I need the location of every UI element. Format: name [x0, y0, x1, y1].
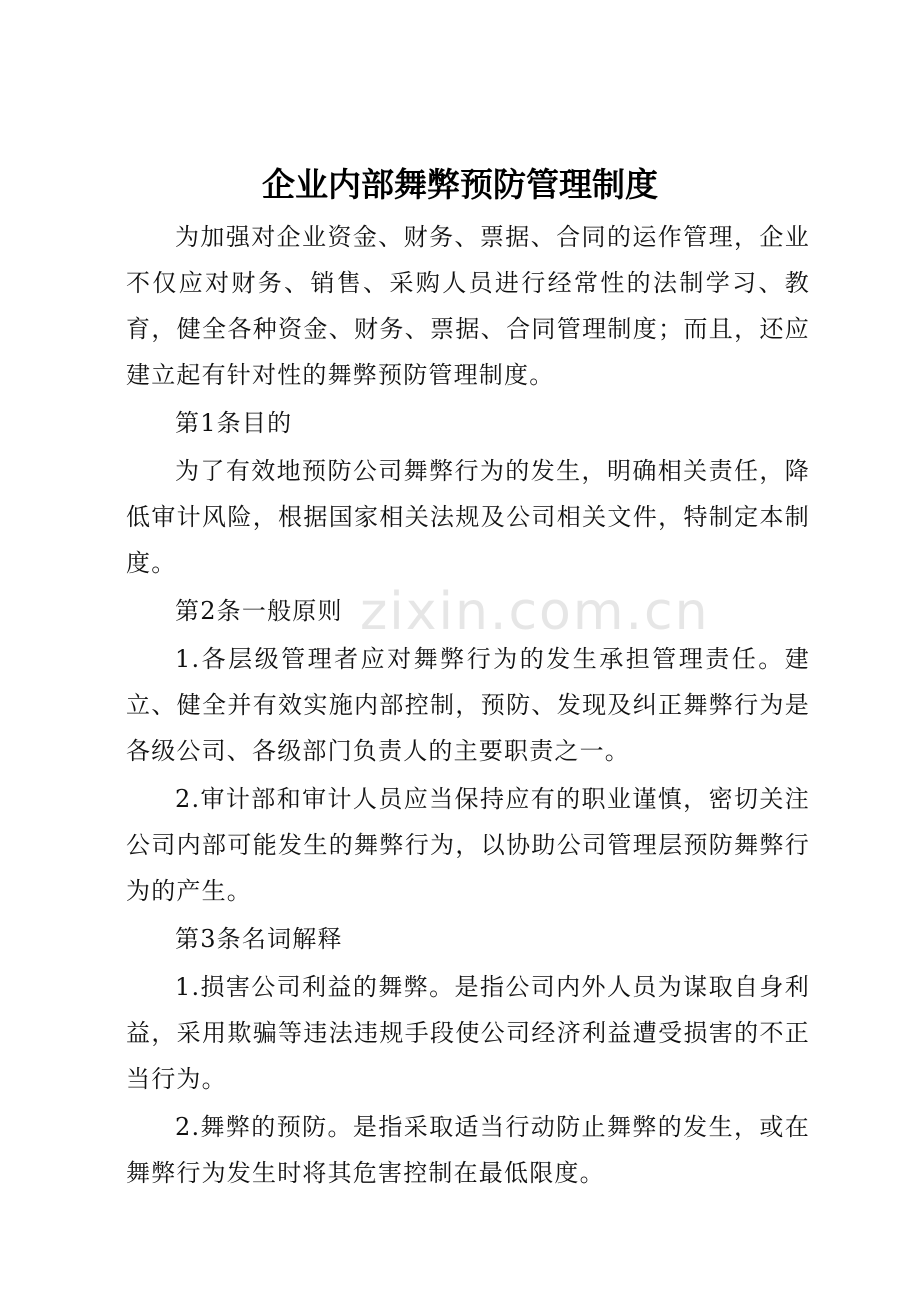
article-1-paragraph: 为了有效地预防公司舞弊行为的发生，明确相关责任，降低审计风险，根据国家相关法规及公司相关文件，特制定本制度。 [126, 457, 810, 577]
article-3-item-2: 2.舞弊的预防。是指采取适当行动防止舞弊的发生，或在舞弊行为发生时将其危害控制在最低限度。 [126, 1113, 810, 1187]
article-2-item-1: 1.各层级管理者应对舞弊行为的发生承担管理责任。建立、健全并有效实施内部控制，预防、发现及纠正舞弊行为是各级公司、各级部门负责人的主要职责之一。 [126, 645, 810, 765]
watermark: zixin.com.cn [360, 582, 710, 642]
article-1-heading: 第1条目的 [175, 409, 293, 437]
intro-paragraph: 为加强对企业资金、财务、票据、合同的运作管理，企业不仅应对财务、销售、采购人员进行经常性的法制学习、教育，健全各种资金、财务、票据、合同管理制度；而且，还应建立起有针对性的舞弊预防管理制度。 [126, 223, 810, 389]
article-2-item-2: 2.审计部和审计人员应当保持应有的职业谨慎，密切关注公司内部可能发生的舞弊行为，以协助公司管理层预防舞弊行为的产生。 [126, 785, 810, 905]
document-title: 企业内部舞弊预防管理制度 [262, 165, 658, 204]
document-body [126, 214, 810, 1196]
article-2-heading: 第2条一般原则 [175, 597, 343, 625]
article-3-item-1: 1.损害公司利益的舞弊。是指公司内外人员为谋取自身利益，采用欺骗等违法违规手段使公司经济利益遭受损害的不正当行为。 [126, 973, 810, 1093]
article-3-heading: 第3条名词解释 [175, 925, 343, 953]
